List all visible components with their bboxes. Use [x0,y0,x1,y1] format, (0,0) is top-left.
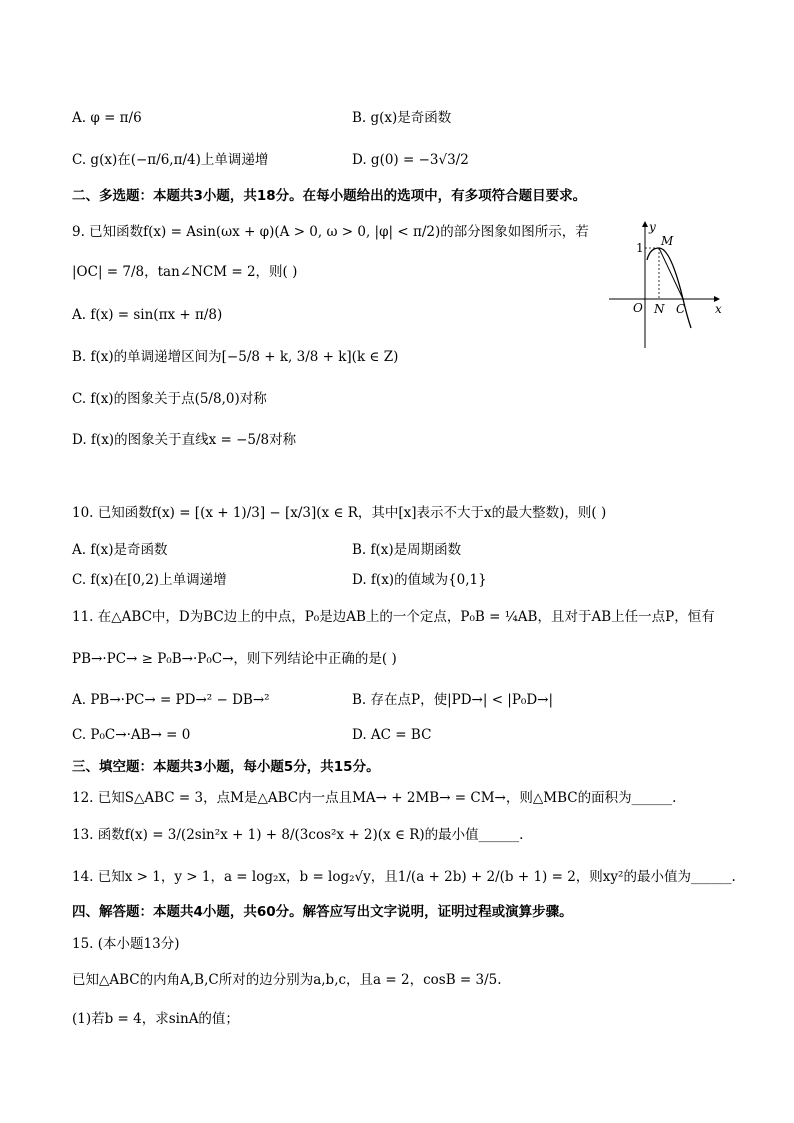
q14: 14. 已知x > 1，y > 1，a = log₂x，b = log₂√y，且1/(a + 2b) + 2/(b + 1) = 2，则xy²的最小值为______. [72,869,736,885]
q10-option-d: D. f(x)的值域为{0,1} [352,572,487,588]
point-m-label: M [661,234,674,248]
section-4-heading [72,902,573,922]
section-2-text: 本题共3小题，共18分。在每小题给出的选项中，有多项符合题目要求。 [153,188,587,204]
q10-option-c: C. f(x)在[0,2)上单调递增 [72,572,227,588]
q11-stem-line2: PB→·PC→ ≥ P₀B→·P₀C→，则下列结论中正确的是( ) [72,651,397,667]
q12: 12. 已知S△ABC = 3，点M是△ABC内一点且MA→ + 2MB→ = CM→，则△MBC的面积为______. [72,790,677,806]
q15-stem: 已知△ABC的内角A,B,C所对的边分别为a,b,c，且a = 2，cosB = 3/5. [72,972,502,988]
q9-option-d: D. f(x)的图象关于直线x = −5/8对称 [72,432,297,448]
section-2-label: 二、多选题： [72,188,153,204]
q11-option-d: D. AC = BC [352,727,432,743]
q9-option-c: C. f(x)的图象关于点(5/8,0)对称 [72,391,267,407]
segment-mc [659,248,683,299]
q15-part1: (1)若b = 4，求sinA的值； [72,1011,239,1027]
section-4-label: 四、解答题： [72,904,153,920]
q8-option-c: C. g(x)在(−π/6,π/4)上单调递增 [72,152,269,168]
q15-title: 15. (本小题13分) [72,936,180,952]
q10-option-b: B. f(x)是周期函数 [352,542,462,558]
q10-option-a: A. f(x)是奇函数 [72,542,168,558]
y-axis-label: y [649,220,656,234]
q9-option-a: A. f(x) = sin(πx + π/8) [72,307,223,323]
q8-option-d: D. g(0) = −3√3/2 [352,152,469,168]
point-c-label: C [676,302,686,316]
section-2-heading [72,186,586,206]
x-axis-label: x [715,302,722,316]
q9-option-b: B. f(x)的单调递增区间为[−5/8 + k, 3/8 + k](k ∈ Z) [72,349,399,365]
sine-curve [647,248,691,328]
point-n-label: N [654,302,665,316]
q8-option-a: A. φ = π/6 [72,110,142,126]
q8-option-b: B. g(x)是奇函数 [352,110,452,126]
tick-one-label: 1 [636,241,644,255]
q11-stem-line1: 11. 在△ABC中，D为BC边上的中点，P₀是边AB上的一个定点，P₀B = ¼AB，且对于AB上任一点P，恒有 [72,609,715,625]
section-3-text: 本题共3小题，每小题5分，共15分。 [153,759,380,775]
q13: 13. 函数f(x) = 3/(2sin²x + 1) + 8/(3cos²x + 2)(x ∈ R)的最小值______. [72,827,524,843]
q11-option-a: A. PB→·PC→ = PD→² − DB→² [72,692,270,708]
q11-option-b: B. 存在点P，使|PD→| < |P₀D→| [352,692,554,708]
q9-stem-line1: 9. 已知函数f(x) = Asin(ωx + φ)(A > 0, ω > 0, |φ| < π/2)的部分图象如图所示，若 [72,224,589,240]
section-3-label: 三、填空题： [72,759,153,775]
q11-option-c: C. P₀C→·AB→ = 0 [72,727,191,743]
q10-stem: 10. 已知函数f(x) = [(x + 1)/3] − [x/3](x ∈ R，其中[x]表示不大于x的最大整数)，则( ) [72,505,607,521]
origin-label: O [633,301,643,315]
q9-stem-line2: |OC| = 7/8，tan∠NCM = 2，则( ) [72,264,298,280]
section-4-text: 本题共4小题，共60分。解答应写出文字说明，证明过程或演算步骤。 [153,904,573,920]
q9-function-graph [607,216,727,351]
section-3-heading [72,757,380,777]
